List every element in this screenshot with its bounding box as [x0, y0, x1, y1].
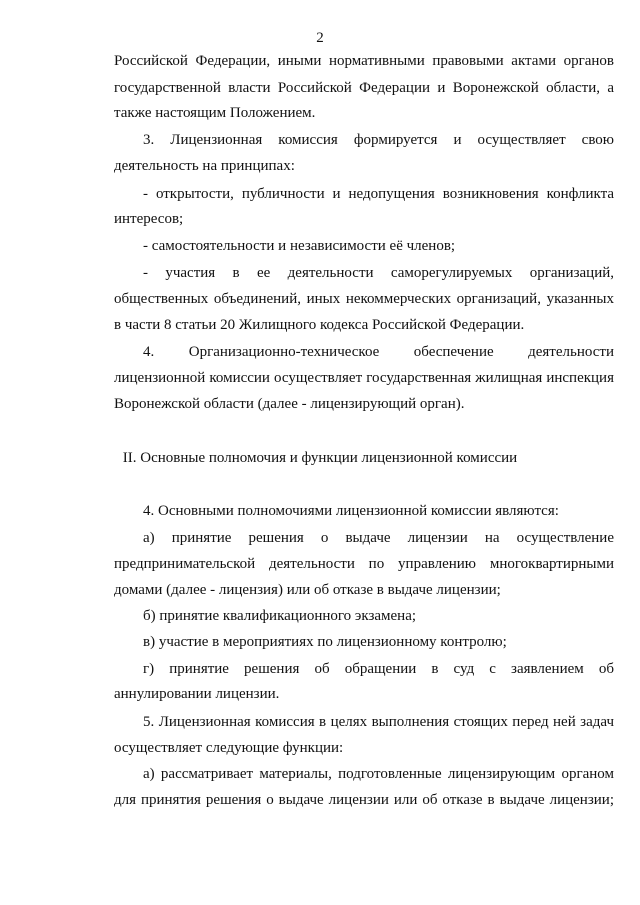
- paragraph-4-line: 4. Организационно-техническое обеспечение деятельности: [143, 344, 614, 360]
- text-line: интересов;: [114, 211, 184, 227]
- section-heading: II. Основные полномочия и функции лицензионной комиссии: [122, 450, 518, 466]
- text-line: в части 8 статьи 20 Жилищного кодекса Российской Федерации.: [114, 317, 525, 333]
- text-line: Воронежской области (далее - лицензирующий орган).: [114, 396, 465, 412]
- text-line: государственной власти Российской Федерации и Воронежской области, а: [114, 80, 614, 96]
- text-line: деятельность на принципах:: [114, 158, 295, 174]
- list-item-line: а) принятие решения о выдаче лицензии на осуществление: [143, 530, 614, 546]
- text-line: для принятия решения о выдаче лицензии или об отказе в выдаче лицензии;: [114, 792, 614, 808]
- list-item-line: в) участие в мероприятиях по лицензионному контролю;: [143, 634, 507, 650]
- text-line: аннулировании лицензии.: [114, 686, 280, 702]
- list-item-line: - открытости, публичности и недопущения возникновения конфликта: [143, 186, 614, 202]
- list-item-line: - самостоятельности и независимости её членов;: [143, 238, 456, 254]
- list-item-line: б) принятие квалификационного экзамена;: [143, 608, 417, 624]
- list-item-line: - участия в ее деятельности саморегулируемых организаций,: [143, 265, 614, 281]
- paragraph-5-line: 5. Лицензионная комиссия в целях выполнения стоящих перед ней задач: [143, 714, 614, 730]
- paragraph-3-line: 3. Лицензионная комиссия формируется и осуществляет свою: [143, 132, 614, 148]
- text-line: осуществляет следующие функции:: [114, 740, 344, 756]
- page-number: 2: [316, 30, 324, 46]
- text-line: предпринимательской деятельности по управлению многоквартирными: [114, 556, 614, 572]
- text-line: общественных объединений, иных некоммерческих организаций, указанных: [114, 291, 614, 307]
- list-item-line: г) принятие решения об обращении в суд с заявлением об: [143, 661, 614, 677]
- text-line: также настоящим Положением.: [114, 105, 316, 121]
- list-item-line: а) рассматривает материалы, подготовленные лицензирующим органом: [143, 766, 614, 782]
- text-line: лицензионной комиссии осуществляет государственная жилищная инспекция: [114, 370, 614, 386]
- paragraph-line: 4. Основными полномочиями лицензионной комиссии являются:: [143, 503, 559, 519]
- text-line: Российской Федерации, иными нормативными правовыми актами органов: [114, 53, 614, 69]
- text-line: домами (далее - лицензия) или об отказе в выдаче лицензии;: [114, 582, 501, 598]
